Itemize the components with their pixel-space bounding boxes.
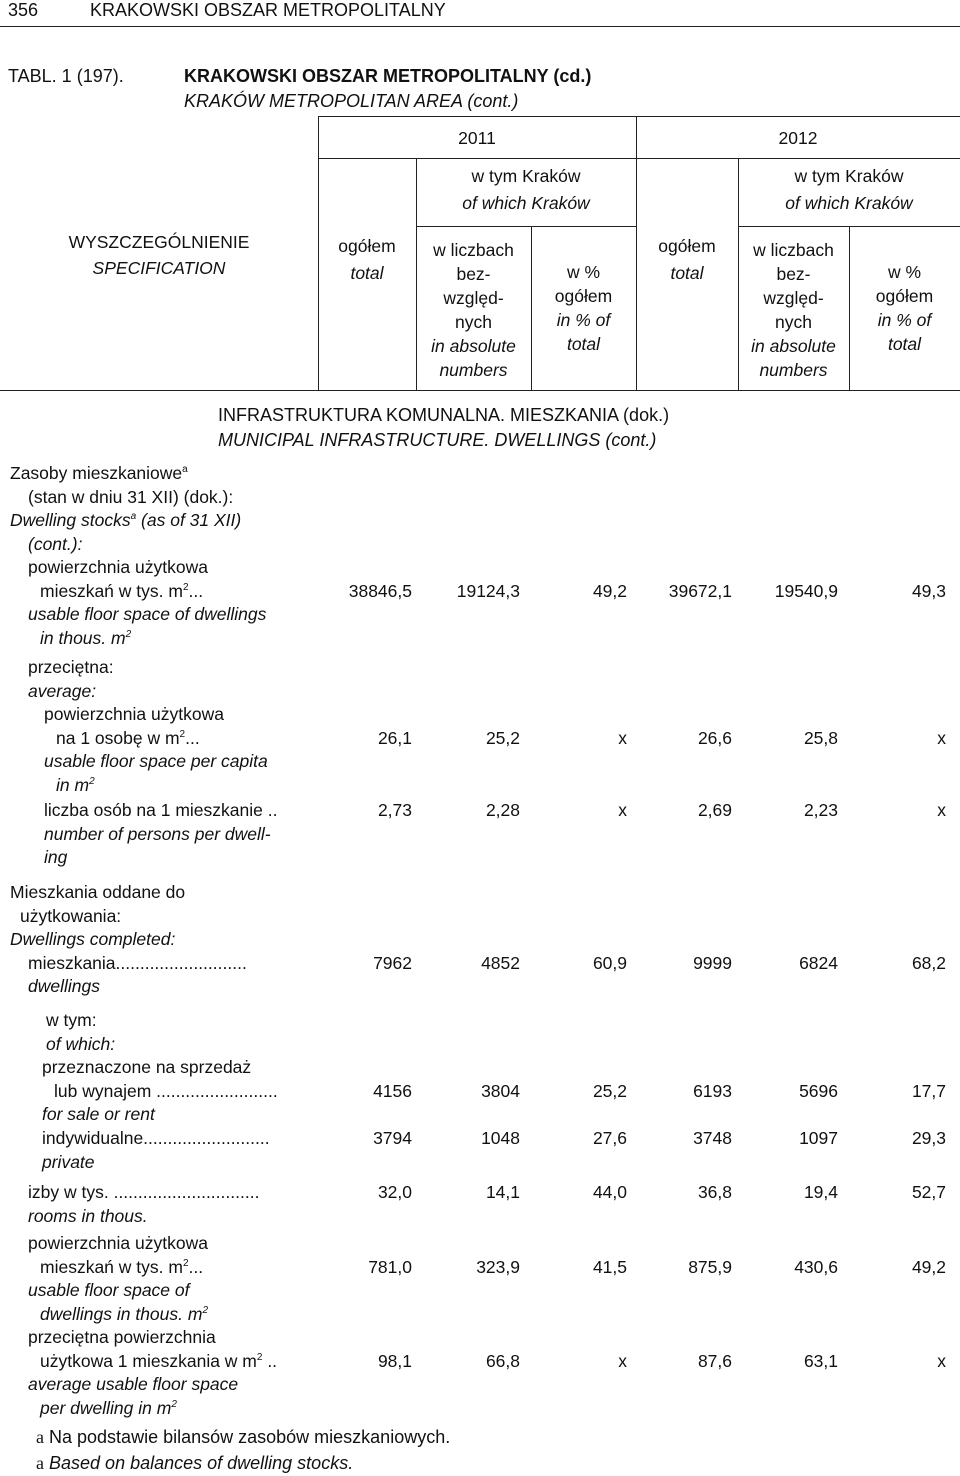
row-label-line: mieszkań w tys. $m^2$... (40, 1256, 204, 1277)
table-cell: 9999 (693, 952, 732, 973)
row-label-line: izby w tys. .............................. (28, 1182, 260, 1202)
header-top-rule (318, 116, 960, 117)
row-label-line: powierzchnia użytkowa (44, 704, 224, 724)
table-cell: 17,7 (911, 1080, 946, 1101)
table-cell: 49,3 (911, 580, 946, 601)
table-cell: x (618, 800, 627, 820)
table-title-en: KRAKÓW METROPOLITAN AREA (cont.) (184, 91, 519, 111)
table-cell: 1048 (481, 1128, 520, 1148)
table-cell: 2,28 (485, 800, 520, 820)
table-cell: 26,6 (697, 727, 732, 748)
table-cell: 19124,3 (456, 580, 520, 601)
row-label-line: (cont.): (28, 533, 83, 554)
row-label-line: przeciętna: (28, 657, 114, 677)
table-cell: 781,0 (368, 1256, 412, 1277)
row-label-line: przeciętna powierzchnia (28, 1327, 216, 1347)
of-which-rule-2011 (416, 226, 636, 227)
col-abs-pl: w liczbach bez- względ- nych in absolute numbers (751, 240, 836, 380)
row-label-line: w tym: (46, 1010, 97, 1030)
row-label-line: powierzchnia użytkowa (28, 1233, 208, 1253)
table-cell: 14,1 (485, 1182, 520, 1202)
table-cell: 3804 (481, 1080, 520, 1101)
row-label-line: Zasoby mieszkaniowe$^a$ (10, 463, 188, 483)
table-cell: x (937, 727, 946, 748)
page-number: 356 (8, 0, 39, 20)
of-which-en: of which Kraków (785, 193, 913, 213)
of-which-en: of which Kraków (462, 193, 590, 213)
table-cell: x (618, 727, 627, 748)
row-label-line: Dwellings completed: (10, 929, 176, 949)
table-cell: 3748 (693, 1128, 732, 1148)
row-label-line: indywidualne.......................... (42, 1128, 270, 1148)
col-abs-pl: w liczbach bez- względ- nych in absolute numbers (431, 240, 516, 380)
table-cell: 430,6 (794, 1256, 838, 1277)
row-label-line: in thous. $m^2$ (40, 627, 132, 648)
table-cell: 25,8 (803, 727, 838, 748)
table-cell: 875,9 (688, 1256, 732, 1277)
spec-label-en: SPECIFICATION (92, 258, 226, 278)
row-label-line: number of persons per dwell- (44, 823, 271, 844)
row-label-line: usable floor space per capita (44, 751, 268, 771)
row-label-line: użytkowa 1 mieszkania w $m^2$ .. (40, 1350, 278, 1371)
row-label-line: for sale or rent (42, 1104, 155, 1124)
table-cell: 36,8 (697, 1182, 732, 1202)
row-label-line: average: (28, 680, 97, 701)
table-cell: 27,6 (592, 1128, 627, 1148)
table-cell: x (937, 800, 946, 820)
table-cell: 29,3 (911, 1128, 946, 1148)
row-label-line: of which: (46, 1033, 116, 1054)
year-2012: 2012 (778, 128, 818, 148)
table-cell: x (618, 1350, 627, 1371)
table-cell: 63,1 (803, 1350, 838, 1371)
row-label-line: dwellings in thous. $m^2$ (40, 1303, 209, 1324)
table-cell: 60,9 (592, 952, 627, 973)
row-label-line: lub wynajem ......................... (54, 1080, 278, 1101)
table-cell: 3794 (373, 1128, 412, 1148)
table-title-pl: KRAKOWSKI OBSZAR METROPOLITALNY (cd.) (184, 66, 592, 86)
row-label-line: usable floor space of dwellings (28, 604, 267, 624)
row-label-line: ing (44, 847, 68, 867)
row-label-line: (stan w dniu 31 XII) (dok.): (28, 486, 234, 507)
footnote-pl: a Na podstawie bilansów zasobów mieszkaniowych. (36, 1427, 451, 1447)
running-title: KRAKOWSKI OBSZAR METROPOLITALNY (90, 0, 446, 20)
row-label-line: in $m^2$ (56, 774, 95, 795)
row-label-line: na 1 osobę w $m^2$... (56, 727, 200, 748)
table-cell: 49,2 (592, 580, 627, 601)
section-title-pl: INFRASTRUKTURA KOMUNALNA. MIESZKANIA (dok.) (218, 405, 670, 425)
table-cell: 5696 (799, 1080, 838, 1101)
row-label-line: liczba osób na 1 mieszkanie .. (44, 800, 278, 820)
section-title-en: MUNICIPAL INFRASTRUCTURE. DWELLINGS (cont.) (218, 430, 657, 450)
table-cell: 4156 (373, 1080, 412, 1101)
table-cell: 98,1 (377, 1350, 412, 1371)
table-cell: 68,2 (911, 952, 946, 973)
table-cell: 6824 (799, 952, 838, 973)
row-label-line: dwellings (28, 976, 100, 996)
table-cell: 32,0 (377, 1182, 412, 1202)
table-cell: 87,6 (697, 1350, 732, 1371)
year-2011: 2011 (458, 128, 496, 148)
table-cell: 323,9 (476, 1256, 520, 1277)
row-label-line: użytkowania: (20, 905, 122, 926)
table-cell: 66,8 (485, 1350, 520, 1371)
table-cell: 2,73 (377, 800, 412, 820)
table-cell: 26,1 (377, 727, 412, 748)
col-pct: w % ogółem in % of total (554, 262, 613, 354)
of-which-pl: w tym Kraków (794, 166, 904, 186)
row-label-line: per dwelling in $m^2$ (40, 1397, 177, 1418)
col-pct: w % ogółem in % of total (875, 262, 934, 354)
row-label-line: mieszkania........................... (28, 952, 247, 973)
spec-label-pl: WYSZCZEGÓLNIENIE (68, 232, 250, 252)
table-cell: 19540,9 (774, 580, 838, 601)
table-cell: 2,69 (697, 800, 732, 820)
header-bottom-rule (0, 390, 960, 391)
table-cell: 6193 (693, 1080, 732, 1101)
row-label-line: Mieszkania oddane do (10, 882, 186, 902)
row-label-line: Dwelling stocks$^a$ (as of 31 XII) (10, 510, 242, 530)
table-cell: 25,2 (592, 1080, 627, 1101)
table-cell: 4852 (481, 952, 520, 973)
footnote-en: a Based on balances of dwelling stocks. (36, 1453, 354, 1473)
of-which-pl: w tym Kraków (471, 166, 581, 186)
table-cell: 25,2 (485, 727, 520, 748)
row-label-line: powierzchnia użytkowa (28, 557, 208, 577)
table-cell: 41,5 (592, 1256, 627, 1277)
col-total-pl: ogółem (658, 236, 716, 256)
table-cell: 39672,1 (668, 580, 732, 601)
row-label-line: average usable floor space (28, 1374, 239, 1394)
table-cell: 1097 (799, 1128, 838, 1148)
row-label-line: mieszkań w tys. $m^2$... (40, 580, 204, 601)
col-total-en: total (670, 263, 704, 283)
col-total-pl: ogółem (338, 236, 396, 256)
col-total-en: total (350, 263, 384, 283)
table-label: TABL. 1 (197). (8, 66, 124, 86)
table-cell: 19,4 (803, 1182, 838, 1202)
table-cell: 2,23 (803, 800, 838, 820)
table-cell: 49,2 (911, 1256, 946, 1277)
year-rule (318, 158, 960, 159)
table-cell: 44,0 (592, 1182, 627, 1202)
row-label-line: private (42, 1151, 95, 1172)
table-cell: 38846,5 (348, 580, 412, 601)
row-label-line: rooms in thous. (28, 1205, 148, 1226)
header-rule (0, 26, 960, 27)
row-label-line: przeznaczone na sprzedaż (42, 1057, 252, 1077)
table-cell: x (937, 1350, 946, 1371)
table-cell: 52,7 (911, 1182, 946, 1202)
row-label-line: usable floor space of (28, 1280, 190, 1300)
table-cell: 7962 (373, 952, 412, 973)
